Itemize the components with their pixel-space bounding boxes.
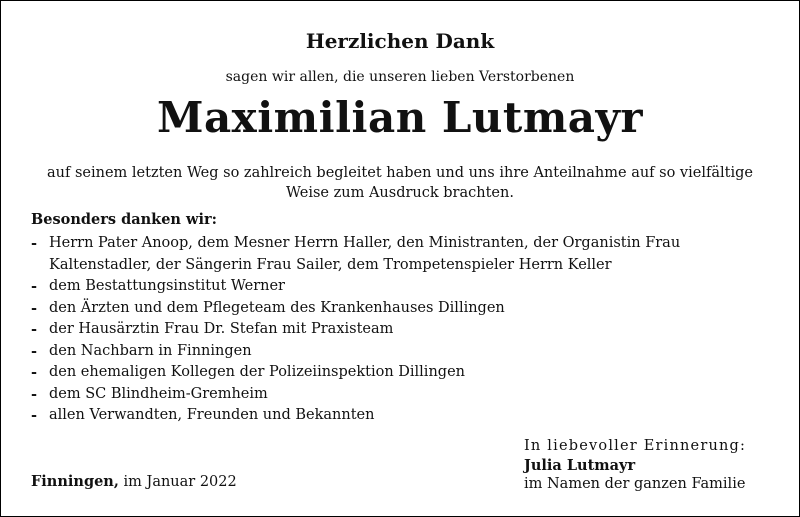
- dash-icon: -: [31, 364, 38, 381]
- list-item: [31, 276, 761, 298]
- place: Finningen,: [31, 473, 119, 490]
- signer-name: Julia Lutmayr: [524, 457, 636, 474]
- list-item-text: dem SC Blindheim-Gremheim: [49, 385, 268, 402]
- date: im Januar 2022: [123, 474, 237, 490]
- deceased-name: Maximilian Lutmayr: [156, 93, 644, 142]
- list-item: [31, 298, 761, 320]
- thanks-list: [31, 233, 761, 427]
- dash-icon: -: [31, 385, 38, 403]
- list-heading: Besonders danken wir:: [31, 211, 217, 228]
- list-item-text: den ehemaligen Kollegen der Polizeiinspektion Dillingen: [49, 364, 465, 380]
- intro-line: sagen wir allen, die unseren lieben Verstorbenen: [225, 69, 575, 85]
- memory-line: In liebevoller Erinnerung:: [524, 438, 747, 454]
- family-line: im Namen der ganzen Familie: [524, 476, 746, 492]
- list-item-text: Herrn Pater Anoop, dem Mesner Herrn Haller, den Ministranten, der Organistin Frau Kaltenstadler, der Sängerin Frau Sailer, dem Trompetenspieler Herrn Keller: [49, 235, 681, 273]
- dash-icon: -: [31, 407, 38, 424]
- dash-icon: -: [31, 321, 38, 338]
- list-item: [31, 405, 761, 427]
- list-item-text: allen Verwandten, Freunden und Bekannten: [49, 407, 375, 423]
- list-item-text: den Ärzten und dem Pflegeteam des Krankenhauses Dillingen: [49, 299, 505, 316]
- dash-icon: -: [31, 278, 38, 295]
- list-item: [31, 384, 761, 406]
- list-item-text: dem Bestattungsinstitut Werner: [49, 278, 285, 294]
- list-item: [31, 233, 761, 276]
- thanks-paragraph: auf seinem letzten Weg so zahlreich begleitet haben und uns ihre Anteilnahme auf so vielfältige Weise zum Ausdruck brachten.: [47, 165, 753, 201]
- list-item-text: der Hausärztin Frau Dr. Stefan mit Praxisteam: [49, 321, 394, 337]
- signature-block: [524, 437, 746, 494]
- list-item: [31, 362, 761, 384]
- place-date: [31, 473, 237, 490]
- list-item: [31, 319, 761, 341]
- dash-icon: -: [31, 342, 38, 360]
- dash-icon: -: [31, 235, 38, 252]
- list-item-text: den Nachbarn in Finningen: [49, 342, 252, 359]
- list-item: [31, 341, 761, 363]
- headline: Herzlichen Dank: [305, 29, 495, 53]
- dash-icon: -: [31, 299, 38, 317]
